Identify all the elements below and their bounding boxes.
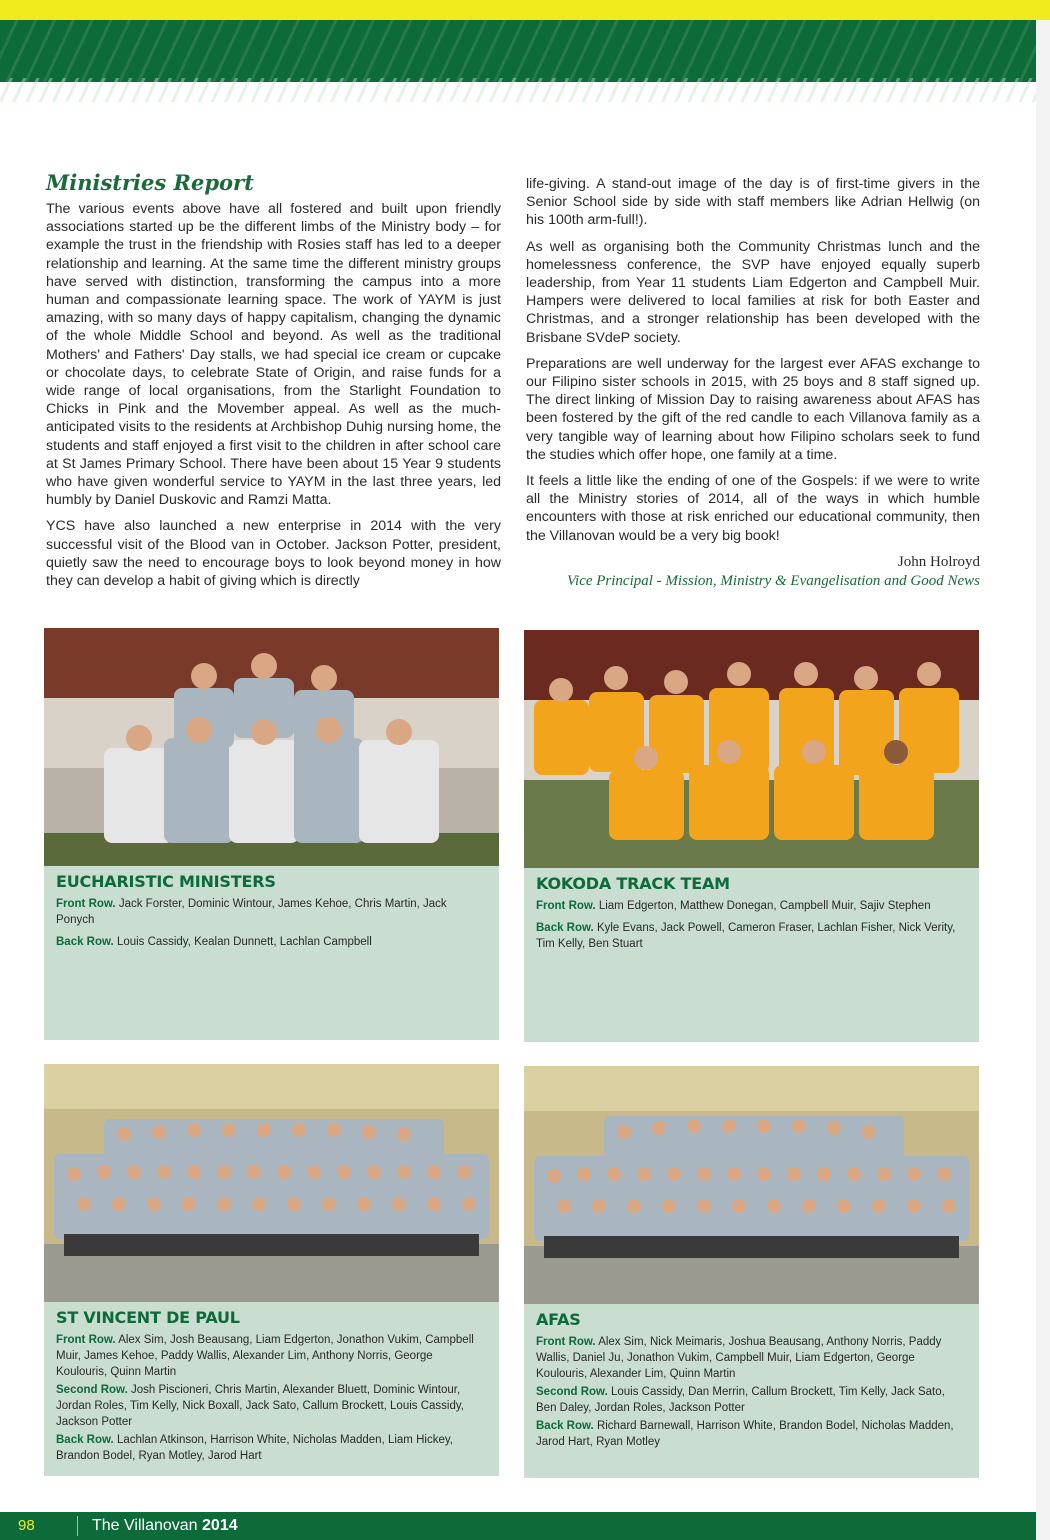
page-edge: [1036, 20, 1050, 1540]
row-names: Louis Cassidy, Kealan Dunnett, Lachlan Campbell: [116, 936, 372, 948]
author-name: John Holroyd: [897, 553, 980, 570]
page-footer: [0, 1512, 1036, 1540]
page-number: 98: [0, 1516, 78, 1536]
caption-row: [56, 1332, 487, 1380]
caption-row: [56, 896, 487, 928]
row-names: Jack Forster, Dominic Wintour, James Kehoe, Chris Martin, Jack Ponych: [56, 898, 447, 926]
caption-row: [536, 920, 967, 952]
caption-row: [536, 898, 967, 914]
row-names: Josh Piscioneri, Chris Martin, Alexander Bluett, Dominic Wintour, Jordan Roles, Tim Kelly, Nick Boxall, Jack Sato, Callum Brockett, Louis Cassidy, Jackson Potter: [56, 1384, 464, 1428]
group-photo: [44, 1064, 499, 1302]
header-stripe-pattern: [0, 78, 1036, 102]
caption-row: [536, 1418, 967, 1450]
article-right-column: [526, 175, 980, 591]
caption-row: [56, 1382, 487, 1430]
kokoda-track-team-card: [524, 630, 979, 1042]
eucharistic-ministers-card: [44, 628, 499, 1040]
caption-row: [536, 1384, 967, 1416]
header-yellow-band: [0, 0, 1050, 20]
row-names: Alex Sim, Nick Meimaris, Joshua Beausang, Anthony Norris, Paddy Wallis, Daniel Ju, Jonathon Vukim, Campbell Muir, Liam Edgerton, George Koulouris, Alexander Lim, Quinn Martin: [536, 1336, 942, 1380]
row-label: Front Row.: [536, 1336, 596, 1348]
group-photo: [524, 1066, 979, 1304]
paragraph: It feels a little like the ending of one of the Gospels: if we were to write all the Ministry stories of 2014, all of the ways in which humble encounters with those at risk enriched our educational community, then the Villanovan would be a very big book!: [526, 473, 980, 544]
row-names: Alex Sim, Josh Beausang, Liam Edgerton, Jonathon Vukim, Campbell Muir, James Kehoe, Paddy Wallis, Alexander Lim, Anthony Norris, George Koulouris, Quinn Martin: [56, 1334, 474, 1378]
section-title: Ministries Report: [46, 170, 254, 195]
caption-row: [56, 934, 487, 950]
paragraph: As well as organising both the Community Christmas lunch and the homelessness conference, the SVP have enjoyed equally superb leadership, from Year 11 students Liam Edgerton and Campbell Muir. Hampers were delivered to local families at risk for both Easter and Christmas, and a stronger relationship has been developed with the Brisbane SVdeP society.: [526, 238, 980, 346]
st-vincent-de-paul-card: [44, 1064, 499, 1476]
row-label: Second Row.: [56, 1384, 128, 1396]
row-label: Back Row.: [536, 922, 594, 934]
row-names: Kyle Evans, Jack Powell, Cameron Fraser, Lachlan Fisher, Nick Verity, Tim Kelly, Ben Stuart: [536, 922, 956, 950]
row-label: Front Row.: [56, 898, 116, 910]
card-title: KOKODA TRACK TEAM: [536, 874, 730, 893]
publication-title: [78, 1517, 238, 1535]
paragraph: life-giving. A stand-out image of the day is of first-time givers in the Senior School side by side with staff members like Adrian Hellwig (on his 100th arm-full!).: [526, 176, 980, 229]
caption-row: [536, 1334, 967, 1382]
group-photo: [524, 630, 979, 868]
row-label: Second Row.: [536, 1386, 608, 1398]
row-label: Back Row.: [536, 1420, 594, 1432]
card-title: ST VINCENT DE PAUL: [56, 1308, 240, 1327]
row-label: Back Row.: [56, 1434, 114, 1446]
row-label: Back Row.: [56, 936, 114, 948]
row-label: Front Row.: [56, 1334, 116, 1346]
row-names: Liam Edgerton, Matthew Donegan, Campbell Muir, Sajiv Stephen: [598, 900, 931, 912]
row-names: Lachlan Atkinson, Harrison White, Nicholas Madden, Liam Hickey, Brandon Bodel, Ryan Motley, Jarod Hart: [56, 1434, 453, 1462]
article-left-column: [46, 170, 501, 598]
caption-row: [56, 1432, 487, 1464]
row-names: Louis Cassidy, Dan Merrin, Callum Brockett, Tim Kelly, Jack Sato, Ben Daley, Jordan Roles, Jackson Potter: [536, 1386, 945, 1414]
publication-year: 2014: [202, 1517, 238, 1534]
row-label: Front Row.: [536, 900, 596, 912]
card-title: AFAS: [536, 1310, 581, 1329]
group-photo: [44, 628, 499, 866]
header-green-band: [0, 20, 1036, 82]
afas-card: [524, 1066, 979, 1478]
card-title: EUCHARISTIC MINISTERS: [56, 872, 276, 891]
author-role: Vice Principal - Mission, Ministry & Evangelisation and Good News: [566, 572, 980, 589]
paragraph: Preparations are well underway for the largest ever AFAS exchange to our Filipino sister schools in 2015, with 25 boys and 8 staff signed up. The direct linking of Mission Day to raising awareness about AFAS has been fostered by the gift of the red candle to each Villanova family as a very tangible way of learning about how Filipino scholars seek to fund the studies which offer hope, one family at a time.: [526, 355, 980, 463]
paragraph: YCS have also launched a new enterprise in 2014 with the very successful visit of the Blood van in October. Jackson Potter, president, quietly saw the need to encourage boys to look beyond money in how they can develop a habit of giving which is directly: [46, 518, 501, 590]
paragraph: The various events above have all fostered and built upon friendly associations started up be the different limbs of the Ministry body – for example the trust in the friendship with Rosies staff has led to a deeper relationship and learning. At the same time the different ministry groups have served with distinction, transforming the campus into a more human and compassionate learning space. The work of YAYM is just amazing, with so many days of happy capitalism, changing the dynamic of the whole Middle School and beyond. As well as the traditional Mothers' and Fathers' Day stalls, we had special ice cream or cupcake or chocolate days, to celebrate State of Origin, and raise funds for a wide range of local organisations, from the Starlight Foundation to Chicks in Pink and the Movember appeal. As well as the much-anticipated visits to the residents at Archbishop Duhig nursing home, the students and staff enjoyed a first visit to the children in after school care at St James Primary School. There have been about 15 Year 9 students who have given wonderful service to YAYM in the last three years, led humbly by Daniel Duskovic and Ramzi Matta.: [46, 201, 501, 509]
publication-name: The Villanovan: [92, 1517, 198, 1534]
row-names: Richard Barnewall, Harrison White, Brandon Bodel, Nicholas Madden, Jarod Hart, Ryan Motley: [536, 1420, 954, 1448]
